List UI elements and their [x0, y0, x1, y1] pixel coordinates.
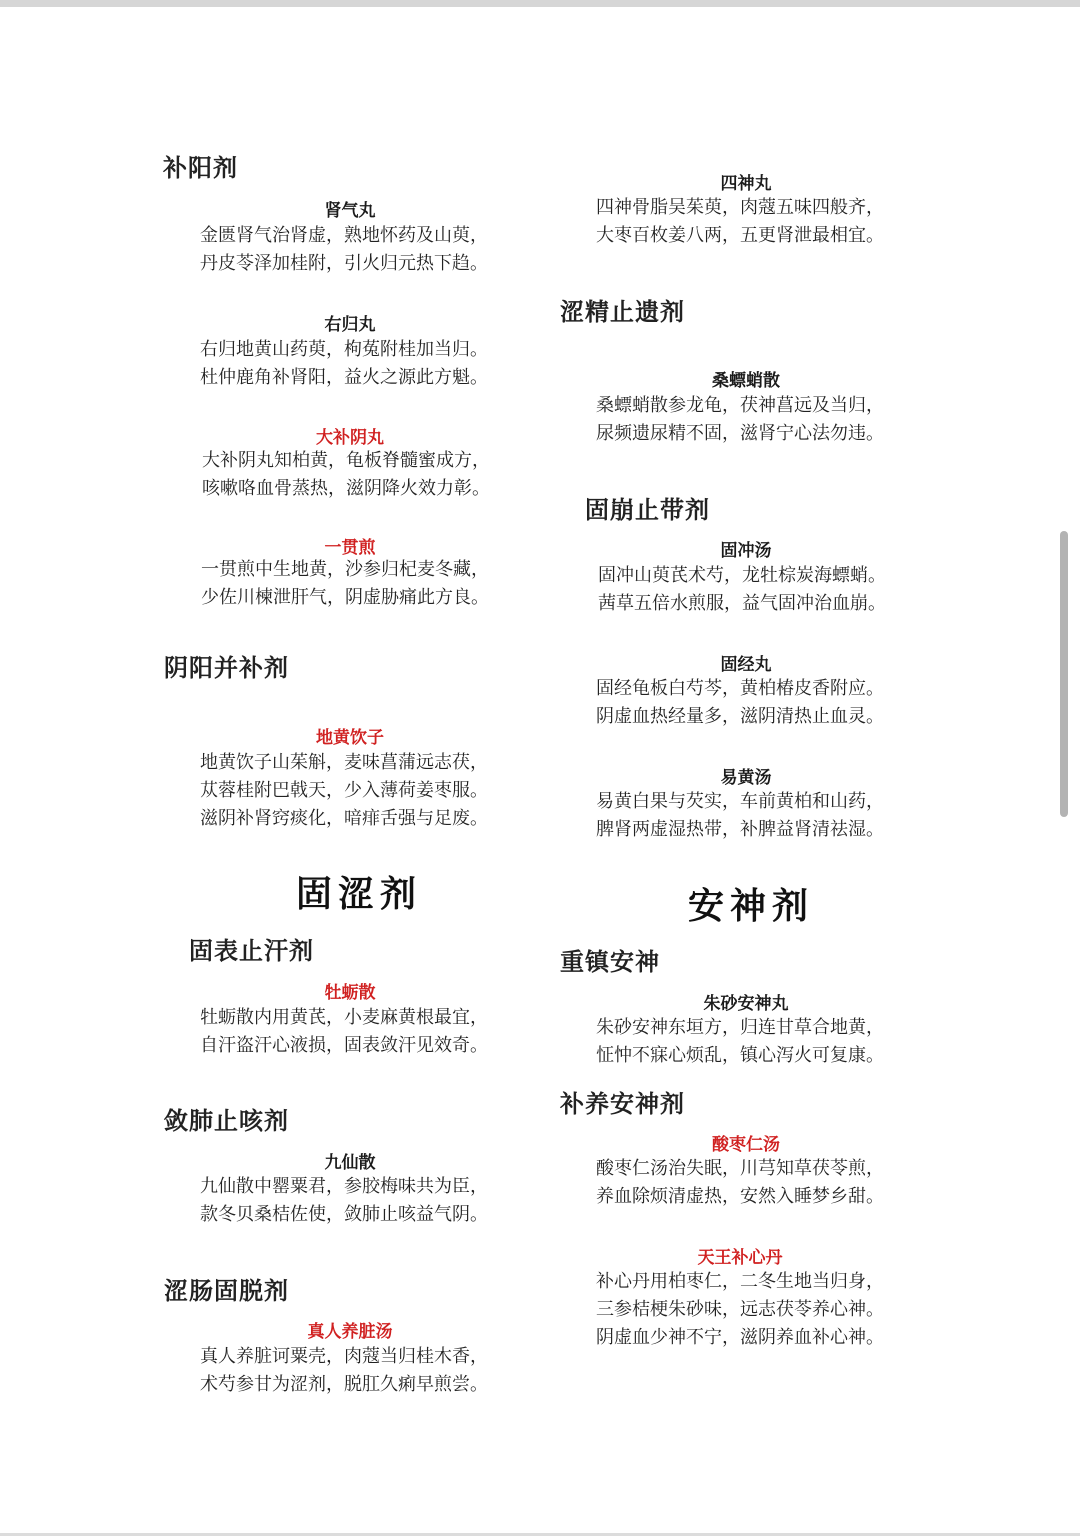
- section-heading-zhongzhen: 重镇安神: [560, 948, 660, 976]
- section-heading-gubiao: 固表止汗剂: [189, 937, 314, 965]
- formula-title-yiguanjian: 一贯煎: [324, 538, 376, 558]
- major-heading-anshen: 安神剂: [688, 885, 815, 927]
- section-heading-yinyang: 阴阳并补剂: [164, 654, 289, 682]
- formula-verse-dihuangyinzi: 地黄饮子山茱斛，麦味菖蒲远志茯， 苁蓉桂附巴戟天，少入薄荷姜枣服。 滋阴补肾窍痰化，喑痱舌强与足废。: [200, 752, 488, 829]
- formula-title-youguiwan: 右归丸: [324, 315, 376, 335]
- formula-title-tianwangbuxin: 天王补心丹: [697, 1248, 783, 1268]
- formula-title-zhenrenyangzang: 真人养脏汤: [307, 1322, 393, 1342]
- formula-verse-mulisan: 牡蛎散内用黄芪，小麦麻黄根最宜， 自汗盗汗心液损，固表敛汗见效奇。: [200, 1007, 488, 1056]
- vertical-scrollbar[interactable]: [1060, 531, 1068, 817]
- formula-title-mulisan: 牡蛎散: [324, 983, 376, 1003]
- formula-title-dihuangyinzi: 地黄饮子: [316, 728, 384, 748]
- formula-verse-guchongtang: 固冲山萸芪术芍，龙牡棕炭海螵蛸。 茜草五倍水煎服，益气固冲治血崩。: [598, 565, 886, 614]
- formula-title-suanzaoren: 酸枣仁汤: [712, 1135, 780, 1155]
- formula-verse-zhenrenyangzang: 真人养脏诃粟壳，肉蔻当归桂木香， 术芍参甘为涩剂，脱肛久痢早煎尝。: [200, 1346, 488, 1395]
- section-heading-buyang: 补阳剂: [163, 154, 238, 182]
- formula-title-dabuyinwan: 大补阴丸: [316, 428, 384, 448]
- formula-verse-youguiwan: 右归地黄山药萸，枸菟附桂加当归。 杜仲鹿角补肾阳，益火之源此方魁。: [200, 339, 488, 388]
- section-heading-sechang: 涩肠固脱剂: [164, 1277, 289, 1305]
- section-heading-sejing: 涩精止遗剂: [560, 298, 685, 326]
- section-heading-lianfei: 敛肺止咳剂: [164, 1107, 289, 1135]
- formula-verse-yihuangtang: 易黄白果与芡实，车前黄柏和山药， 脾肾两虚湿热带，补脾益肾清祛湿。: [596, 791, 884, 840]
- formula-verse-sangpiaoxiao: 桑螵蛸散参龙龟，茯神菖远及当归， 尿频遗尿精不固，滋肾宁心法勿违。: [596, 395, 884, 444]
- section-heading-buyang-anshen: 补养安神剂: [560, 1090, 685, 1118]
- formula-verse-suanzaoren: 酸枣仁汤治失眠，川芎知草茯苓煎， 养血除烦清虚热，安然入睡梦乡甜。: [596, 1158, 884, 1207]
- formula-title-shenqiwan: 肾气丸: [324, 201, 376, 221]
- major-heading-guse: 固涩剂: [296, 873, 423, 915]
- formula-verse-gujingwan: 固经龟板白芍芩，黄柏椿皮香附应。 阴虚血热经量多，滋阴清热止血灵。: [596, 678, 884, 727]
- formula-verse-tianwangbuxin: 补心丹用柏枣仁，二冬生地当归身， 三参桔梗朱砂味，远志茯苓养心神。 阴虚血少神不宁，滋阴养血补心神。: [596, 1271, 884, 1348]
- formula-verse-jiuxiansan: 九仙散中罂粟君，参胶梅味共为臣， 款冬贝桑桔佐使，敛肺止咳益气阴。: [200, 1176, 488, 1225]
- section-heading-gubeng: 固崩止带剂: [585, 496, 710, 524]
- formula-verse-shenqiwan: 金匮肾气治肾虚，熟地怀药及山萸， 丹皮苓泽加桂附，引火归元热下趋。: [200, 225, 488, 274]
- formula-title-yihuangtang: 易黄汤: [720, 768, 772, 788]
- formula-title-zhushaanshen: 朱砂安神丸: [703, 994, 789, 1014]
- formula-title-sishenwan: 四神丸: [720, 174, 772, 194]
- formula-verse-yiguanjian: 一贯煎中生地黄，沙参归杞麦冬藏， 少佐川楝泄肝气，阴虚胁痛此方良。: [201, 559, 489, 608]
- formula-title-guchongtang: 固冲汤: [720, 541, 772, 561]
- formula-verse-dabuyinwan: 大补阴丸知柏黄，龟板脊髓蜜成方， 咳嗽咯血骨蒸热，滋阴降火效力彰。: [202, 450, 490, 499]
- formula-title-sangpiaoxiao: 桑螵蛸散: [712, 371, 780, 391]
- formula-verse-sishenwan: 四神骨脂吴茱萸，肉蔻五味四般齐， 大枣百枚姜八两，五更肾泄最相宜。: [596, 197, 884, 246]
- top-edge: [0, 0, 1080, 7]
- formula-title-jiuxiansan: 九仙散: [324, 1153, 376, 1173]
- formula-verse-zhushaanshen: 朱砂安神东垣方，归连甘草合地黄， 怔忡不寐心烦乱，镇心泻火可复康。: [596, 1017, 884, 1066]
- formula-title-gujingwan: 固经丸: [720, 655, 772, 675]
